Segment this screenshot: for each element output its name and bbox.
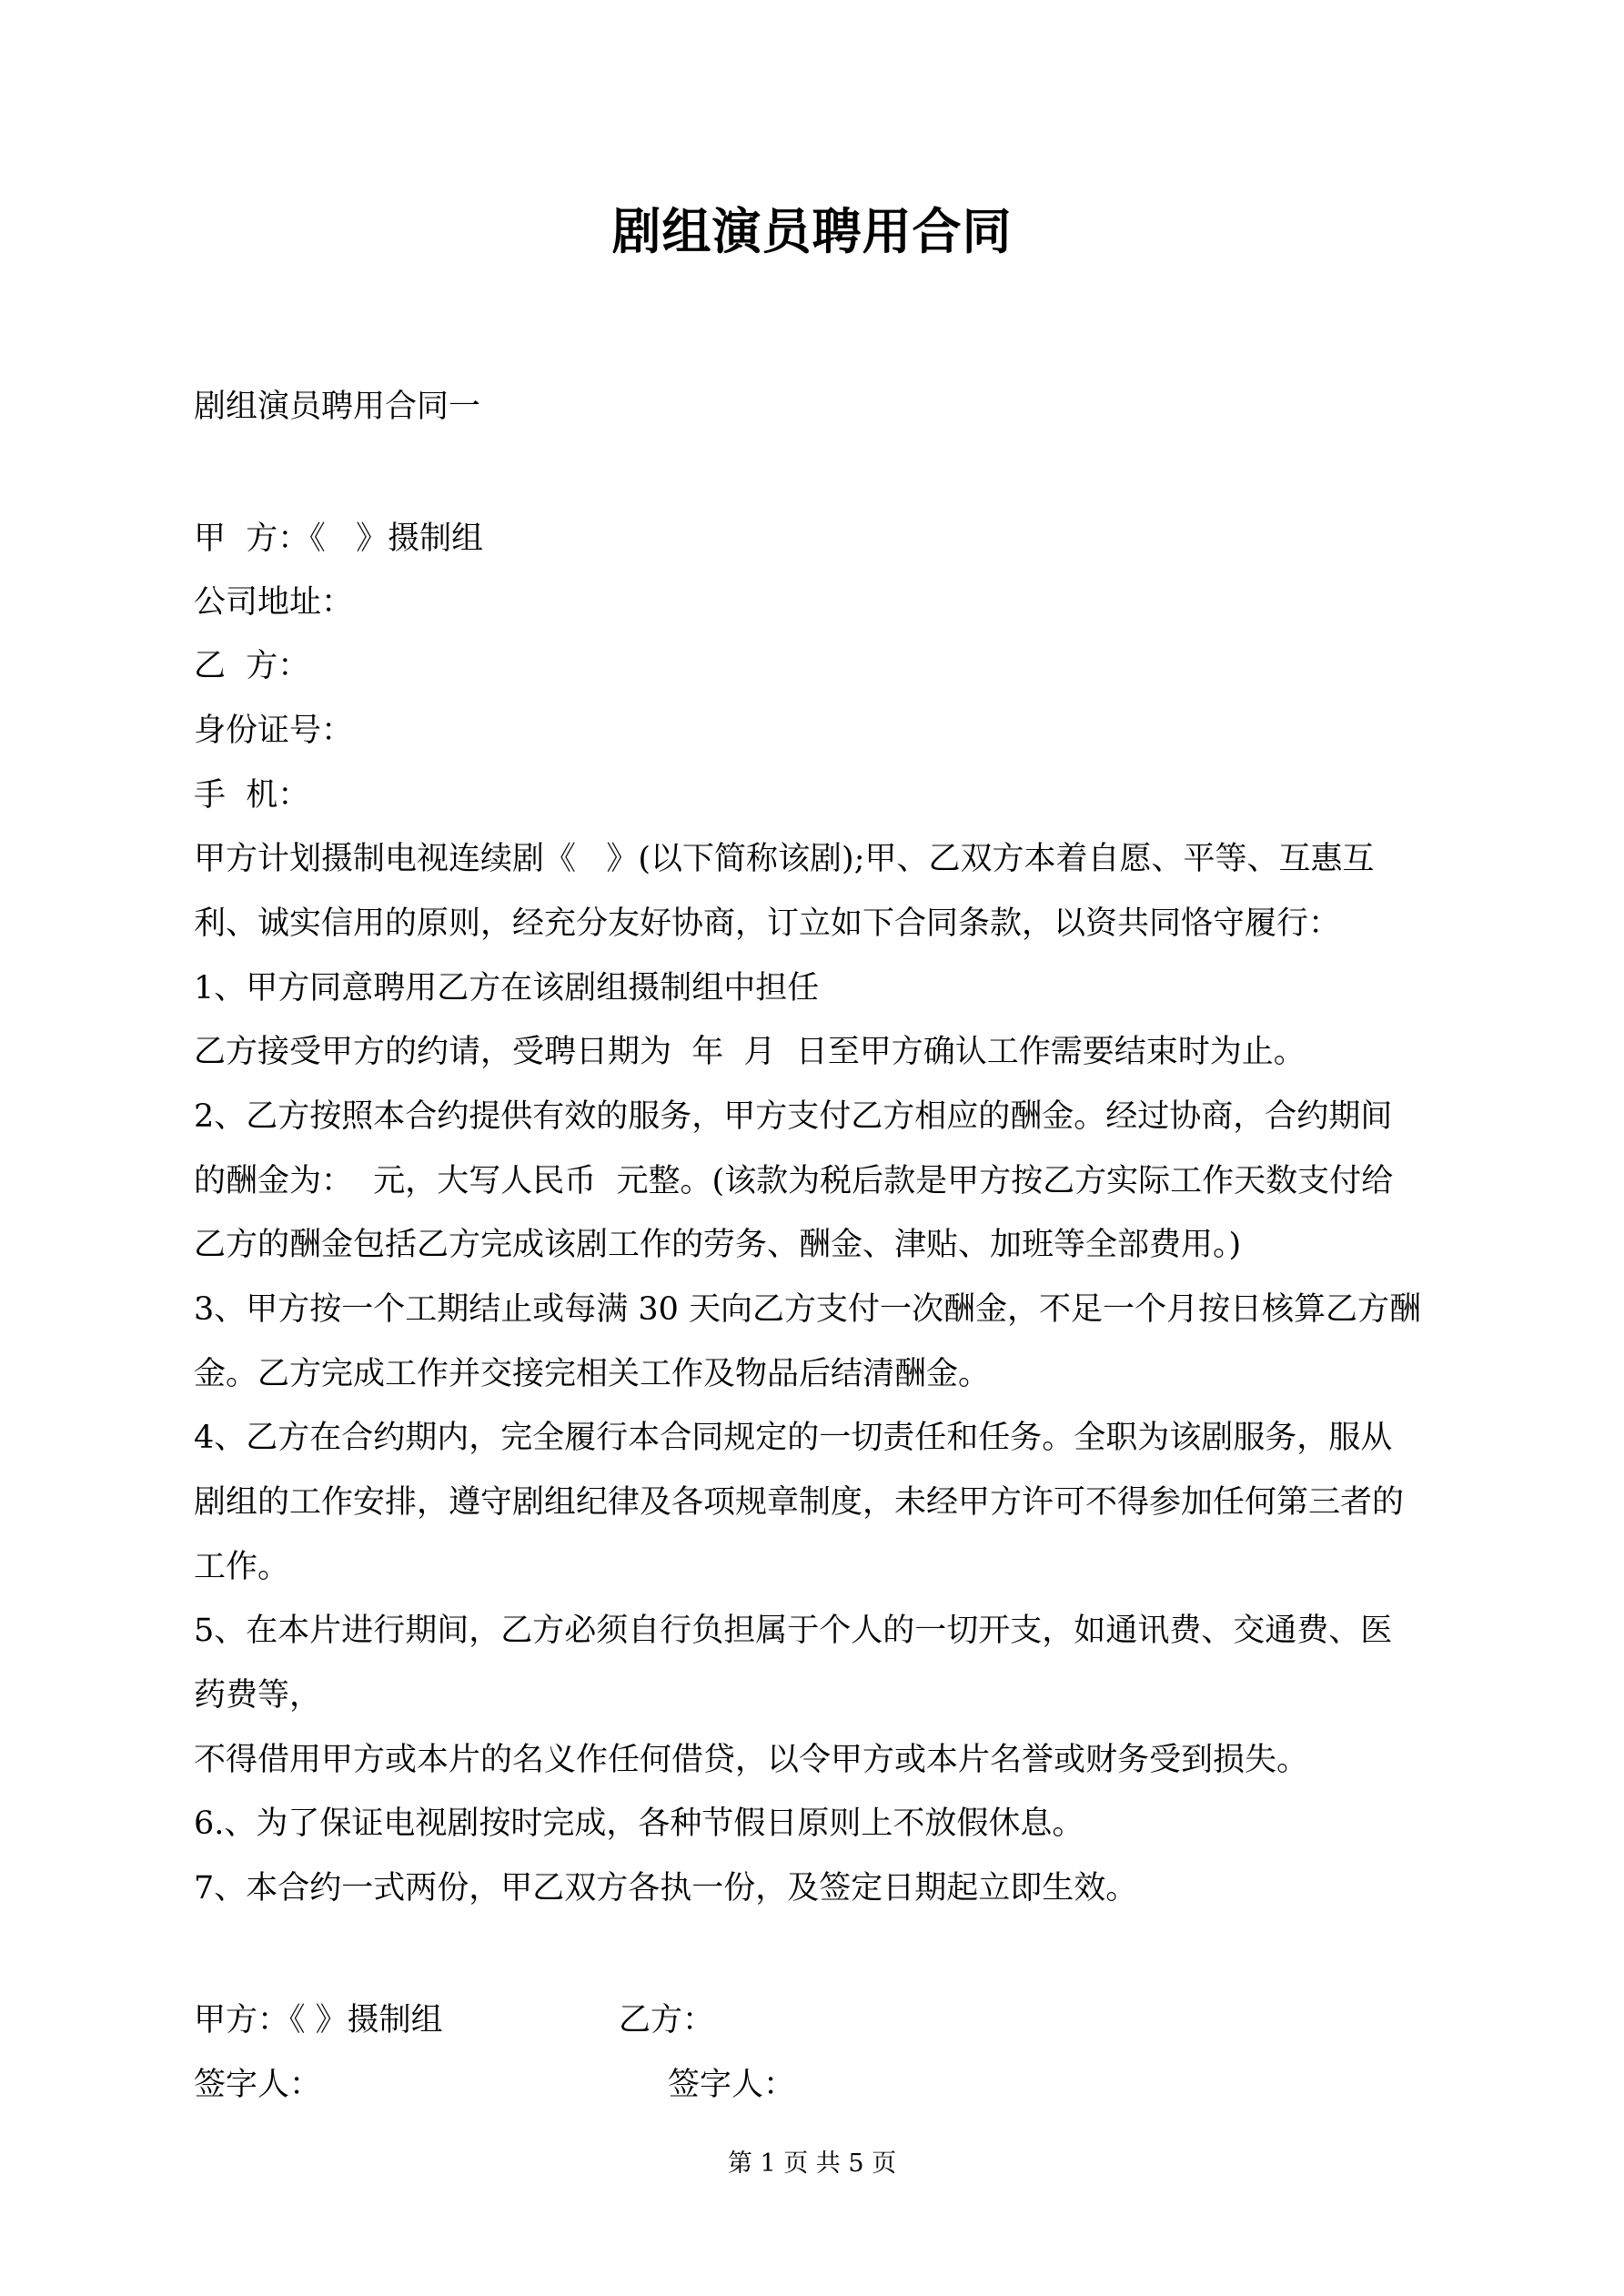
signer-party-a: 签字人： [194,2067,322,2103]
clause-2-line: 乙方的酬金包括乙方完成该剧工作的劳务、酬金、津贴、加班等全部费用。) [194,1227,1242,1263]
signature-party-a: 甲方：《 》摄制组 [194,2002,443,2038]
clause-7-line: 7、本合约一式两份，甲乙双方各执一份，及签定日期起立即生效。 [194,1870,1138,1907]
document-subtitle: 剧组演员聘用合同一 [194,389,481,425]
clause-3-line: 金。乙方完成工作并交接完相关工作及物品后结清酬金。 [194,1356,991,1392]
party-a-line: 甲 方：《 》摄制组 [194,521,484,557]
party-b-line: 乙 方： [194,648,310,684]
clause-5-line: 药费等， [194,1677,322,1714]
page-number: 第 1 页 共 5 页 [727,2149,897,2178]
clause-4-line: 4、乙方在合约期内，完全履行本合同规定的一切责任和任务。全职为该剧服务，服从 [194,1420,1393,1456]
clause-2-line: 的酬金为： 元，大写人民币 元整。(该款为税后款是甲方按乙方实际工作天数支付给 [194,1163,1394,1199]
clause-4-line: 剧组的工作安排，遵守剧组纪律及各项规章制度，未经甲方许可不得参加任何第三者的 [194,1484,1405,1521]
clause-1-line: 1、甲方同意聘用乙方在该剧组摄制组中担任 [194,970,820,1006]
clause-2-line: 2、乙方按照本合约提供有效的服务，甲方支付乙方相应的酬金。经过协商，合约期间 [194,1098,1393,1135]
signer-party-b: 签字人： [668,2067,796,2103]
clause-4-line: 工作。 [194,1549,290,1585]
clause-1-line: 乙方接受甲方的约请，受聘日期为 年 月 日至甲方确认工作需要结束时为止。 [194,1034,1306,1070]
mobile-line: 手 机： [194,777,310,814]
intro-paragraph-line: 甲方计划摄制电视连续剧《 》(以下简称该剧);甲、乙双方本着自愿、平等、互惠互 [194,841,1375,877]
document-title: 剧组演员聘用合同 [611,202,1013,260]
signature-party-b: 乙方： [619,2002,715,2038]
clause-6-line: 6.、为了保证电视剧按时完成，各种节假日原则上不放假休息。 [194,1805,1084,1842]
company-address-line: 公司地址： [194,584,354,621]
intro-paragraph-line: 利、诚实信用的原则，经充分友好协商，订立如下合同条款，以资共同恪守履行： [194,905,1341,942]
clause-5-line: 不得借用甲方或本片的名义作任何借贷，以令甲方或本片名誉或财务受到损失。 [194,1742,1309,1778]
clause-5-line: 5、在本片进行期间，乙方必须自行负担属于个人的一切开支，如通讯费、交通费、医 [194,1613,1393,1649]
id-number-line: 身份证号： [194,713,354,749]
clause-3-line: 3、甲方按一个工期结止或每满 30 天向乙方支付一次酬金，不足一个月按日核算乙方酬 [194,1291,1422,1328]
